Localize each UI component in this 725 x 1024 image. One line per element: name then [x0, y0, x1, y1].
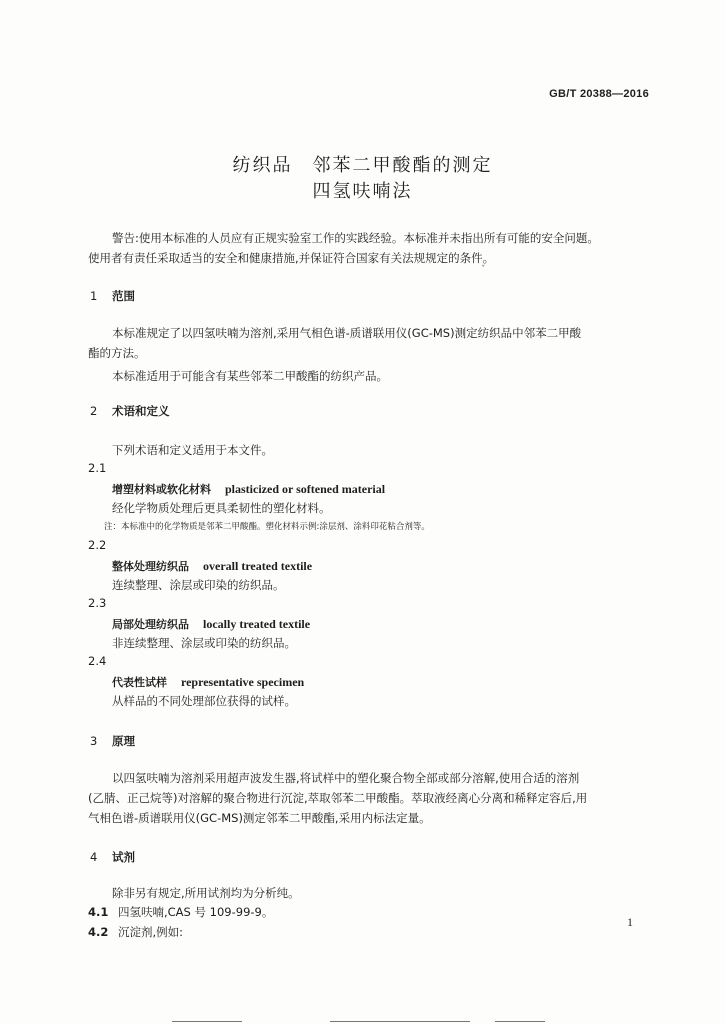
warning-line1: 警告:使用本标准的人员应有正规实验室工作的实践经验。本标准并未指出所有可能的安全问题。 — [112, 231, 599, 245]
term-2-3-en: locally treated textile — [203, 617, 311, 631]
scope-para1-line2: 酯的方法。 — [88, 346, 146, 360]
section-4-title: 试剂 — [112, 850, 135, 864]
reagents-intro: 除非另有规定,所用试剂均为分析纯。 — [112, 886, 300, 900]
section-1-title: 范围 — [112, 289, 135, 303]
section-2-heading — [90, 403, 170, 419]
footer-rule — [495, 1021, 545, 1022]
scope-para1-line1: 本标准规定了以四氢呋喃为溶剂,采用气相色谱-质谱联用仪(GC-MS)测定纺织品中邻苯二甲酸 — [112, 326, 582, 340]
clause-2-2-number: 2.2 — [88, 538, 107, 552]
footer-rule — [330, 1021, 470, 1022]
term-2-2-definition: 连续整理、涂层或印染的纺织品。 — [112, 578, 285, 592]
term-2-1 — [112, 481, 385, 497]
scope-para2: 本标准适用于可能含有某些邻苯二甲酸酯的纺织产品。 — [112, 369, 388, 383]
term-2-1-note: 注：本标准中的化学物质是邻苯二甲酸酯。塑化材料示例:涂层剂、涂料印花粘合剂等。 — [104, 522, 430, 532]
document-title-line1: 纺织品 邻苯二甲酸酯的测定 — [232, 155, 493, 176]
footer-rule — [172, 1021, 242, 1022]
section-1-number: 1 — [90, 289, 98, 303]
term-2-4 — [112, 674, 304, 690]
reagent-item-4-1-text: 四氢呋喃,CAS 号 109-99-9。 — [118, 905, 274, 919]
reagent-item-4-2-text: 沉淀剂,例如: — [118, 925, 184, 939]
term-2-1-cn: 增塑材料或软化材料 — [112, 483, 211, 496]
section-4-heading — [90, 849, 135, 865]
term-2-3-cn: 局部处理纺织品 — [112, 618, 189, 631]
reagent-item-4-2 — [88, 924, 183, 940]
section-3-title: 原理 — [112, 734, 135, 748]
document-title-line2: 四氢呋喃法 — [312, 181, 413, 202]
section-2-number: 2 — [90, 404, 98, 418]
terms-intro: 下列术语和定义适用于本文件。 — [112, 443, 273, 457]
term-2-1-en: plasticized or softened material — [225, 482, 386, 496]
section-2-title: 术语和定义 — [112, 404, 170, 418]
scan-speck: ˇ — [481, 265, 486, 275]
section-3-heading — [90, 733, 135, 749]
clause-2-4-number: 2.4 — [88, 654, 107, 668]
principle-line2: (乙腈、正己烷等)对溶解的聚合物进行沉淀,萃取邻苯二甲酸酯。萃取液经离心分离和稀释定容后,用 — [88, 791, 588, 805]
page-number: 1 — [627, 915, 633, 929]
term-2-2-cn: 整体处理纺织品 — [112, 560, 189, 573]
section-1-heading — [90, 288, 135, 304]
standard-number: GB/T 20388—2016 — [549, 88, 649, 100]
reagent-item-4-1-number: 4.1 — [88, 905, 109, 919]
clause-2-3-number: 2.3 — [88, 596, 107, 610]
principle-line1: 以四氢呋喃为溶剂采用超声波发生器,将试样中的塑化聚合物全部或部分溶解,使用合适的溶剂 — [112, 771, 580, 785]
term-2-4-cn: 代表性试样 — [112, 676, 167, 689]
section-3-number: 3 — [90, 734, 98, 748]
term-2-4-definition: 从样品的不同处理部位获得的试样。 — [112, 694, 296, 708]
reagent-item-4-2-number: 4.2 — [88, 925, 109, 939]
warning-line2: 使用者有责任采取适当的安全和健康措施,并保证符合国家有关法规规定的条件。 — [88, 251, 495, 265]
term-2-3 — [112, 616, 310, 632]
term-2-3-definition: 非连续整理、涂层或印染的纺织品。 — [112, 636, 296, 650]
section-4-number: 4 — [90, 850, 98, 864]
reagent-item-4-1 — [88, 904, 273, 920]
clause-2-1-number: 2.1 — [88, 461, 107, 475]
principle-line3: 气相色谱-质谱联用仪(GC-MS)测定邻苯二甲酸酯,采用内标法定量。 — [88, 811, 431, 825]
term-2-2-en: overall treated textile — [203, 559, 313, 573]
term-2-4-en: representative specimen — [181, 675, 305, 689]
term-2-1-definition: 经化学物质处理后更具柔韧性的塑化材料。 — [112, 501, 331, 515]
term-2-2 — [112, 558, 312, 574]
